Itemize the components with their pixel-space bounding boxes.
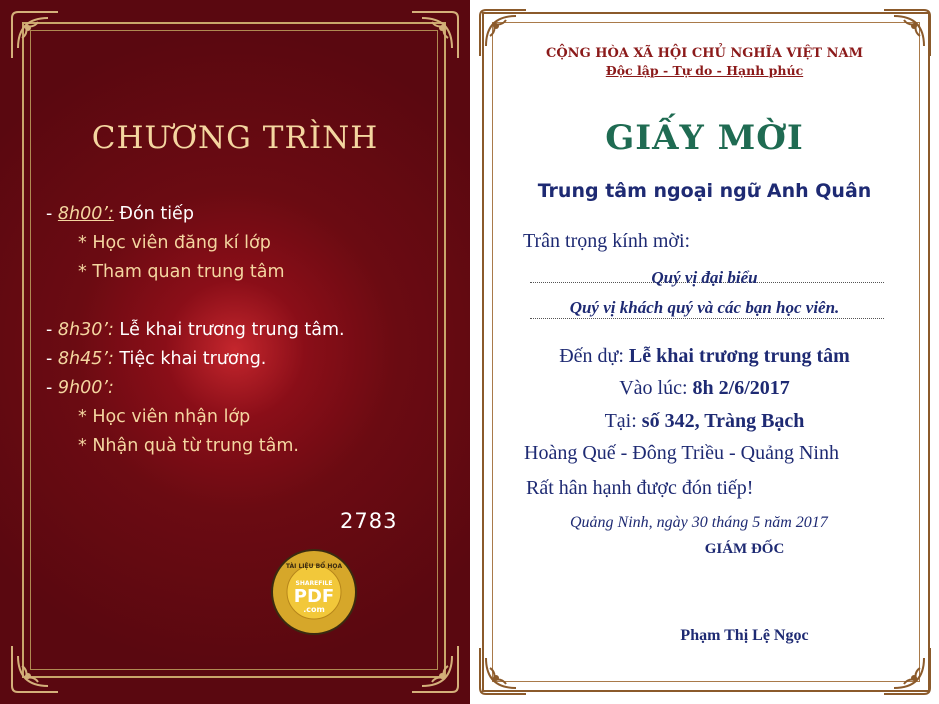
program-item: - 8h30’: Lễ khai trương trung tâm. (46, 320, 345, 340)
program-subitem: * Học viên nhận lớp (78, 407, 251, 427)
ornament-corner-icon (408, 642, 462, 696)
document-code: 2783 (340, 509, 398, 533)
svg-text:TÀI LIỆU BỔ HỌA: TÀI LIỆU BỔ HỌA (285, 563, 343, 570)
sharefile-pdf-logo-icon (270, 548, 358, 636)
ornament-corner-icon (880, 644, 934, 698)
signer-title: GIÁM ĐỐC (704, 541, 785, 557)
organizer-name: Trung tâm ngoại ngữ Anh Quân (537, 180, 872, 202)
guest-line: Quý vị khách quý và các bạn học viên. (569, 298, 840, 317)
invitation-title: GIẤY MỜI (605, 118, 804, 158)
ornament-corner-icon (8, 642, 62, 696)
program-subitem: * Nhận quà từ trung tâm. (78, 436, 299, 456)
program-item: - 9h00’: (46, 378, 114, 398)
dotted-line (530, 318, 884, 319)
greeting-text: Trân trọng kính mời: (523, 230, 691, 252)
svg-text:SHAREFILE: SHAREFILE (295, 580, 333, 587)
program-title: CHƯƠNG TRÌNH (91, 120, 379, 156)
national-motto: Độc lập - Tự do - Hạnh phúc (605, 63, 804, 78)
welcome-line: Rất hân hạnh được đón tiếp! (526, 477, 754, 499)
program-subitem: * Học viên đăng kí lớp (78, 233, 271, 253)
svg-text:.com: .com (303, 605, 325, 614)
ornament-corner-icon (476, 644, 530, 698)
place-line: Tại: số 342, Tràng Bạch (604, 410, 805, 432)
guest-line: Quý vị đại biểu (651, 268, 758, 287)
time-line: Vào lúc: 8h 2/6/2017 (619, 377, 790, 399)
ornament-corner-icon (408, 8, 462, 62)
svg-text:PDF: PDF (293, 586, 335, 607)
ornament-corner-icon (8, 8, 62, 62)
program-subitem: * Tham quan trung tâm (78, 262, 285, 282)
address-line: Hoàng Quế - Đông Triều - Quảng Ninh (524, 442, 839, 464)
event-line: Đến dự: Lễ khai trương trung tâm (559, 345, 850, 367)
program-item: - 8h00’: Đón tiếp (46, 204, 194, 224)
date-line: Quảng Ninh, ngày 30 tháng 5 năm 2017 (570, 514, 828, 531)
program-list (46, 200, 345, 461)
national-heading: CỘNG HÒA XÃ HỘI CHỦ NGHĨA VIỆT NAM (546, 46, 863, 61)
program-item: - 8h45’: Tiệc khai trương. (46, 349, 267, 369)
signer-name: Phạm Thị Lệ Ngọc (680, 627, 809, 644)
invitation-card (470, 0, 939, 704)
